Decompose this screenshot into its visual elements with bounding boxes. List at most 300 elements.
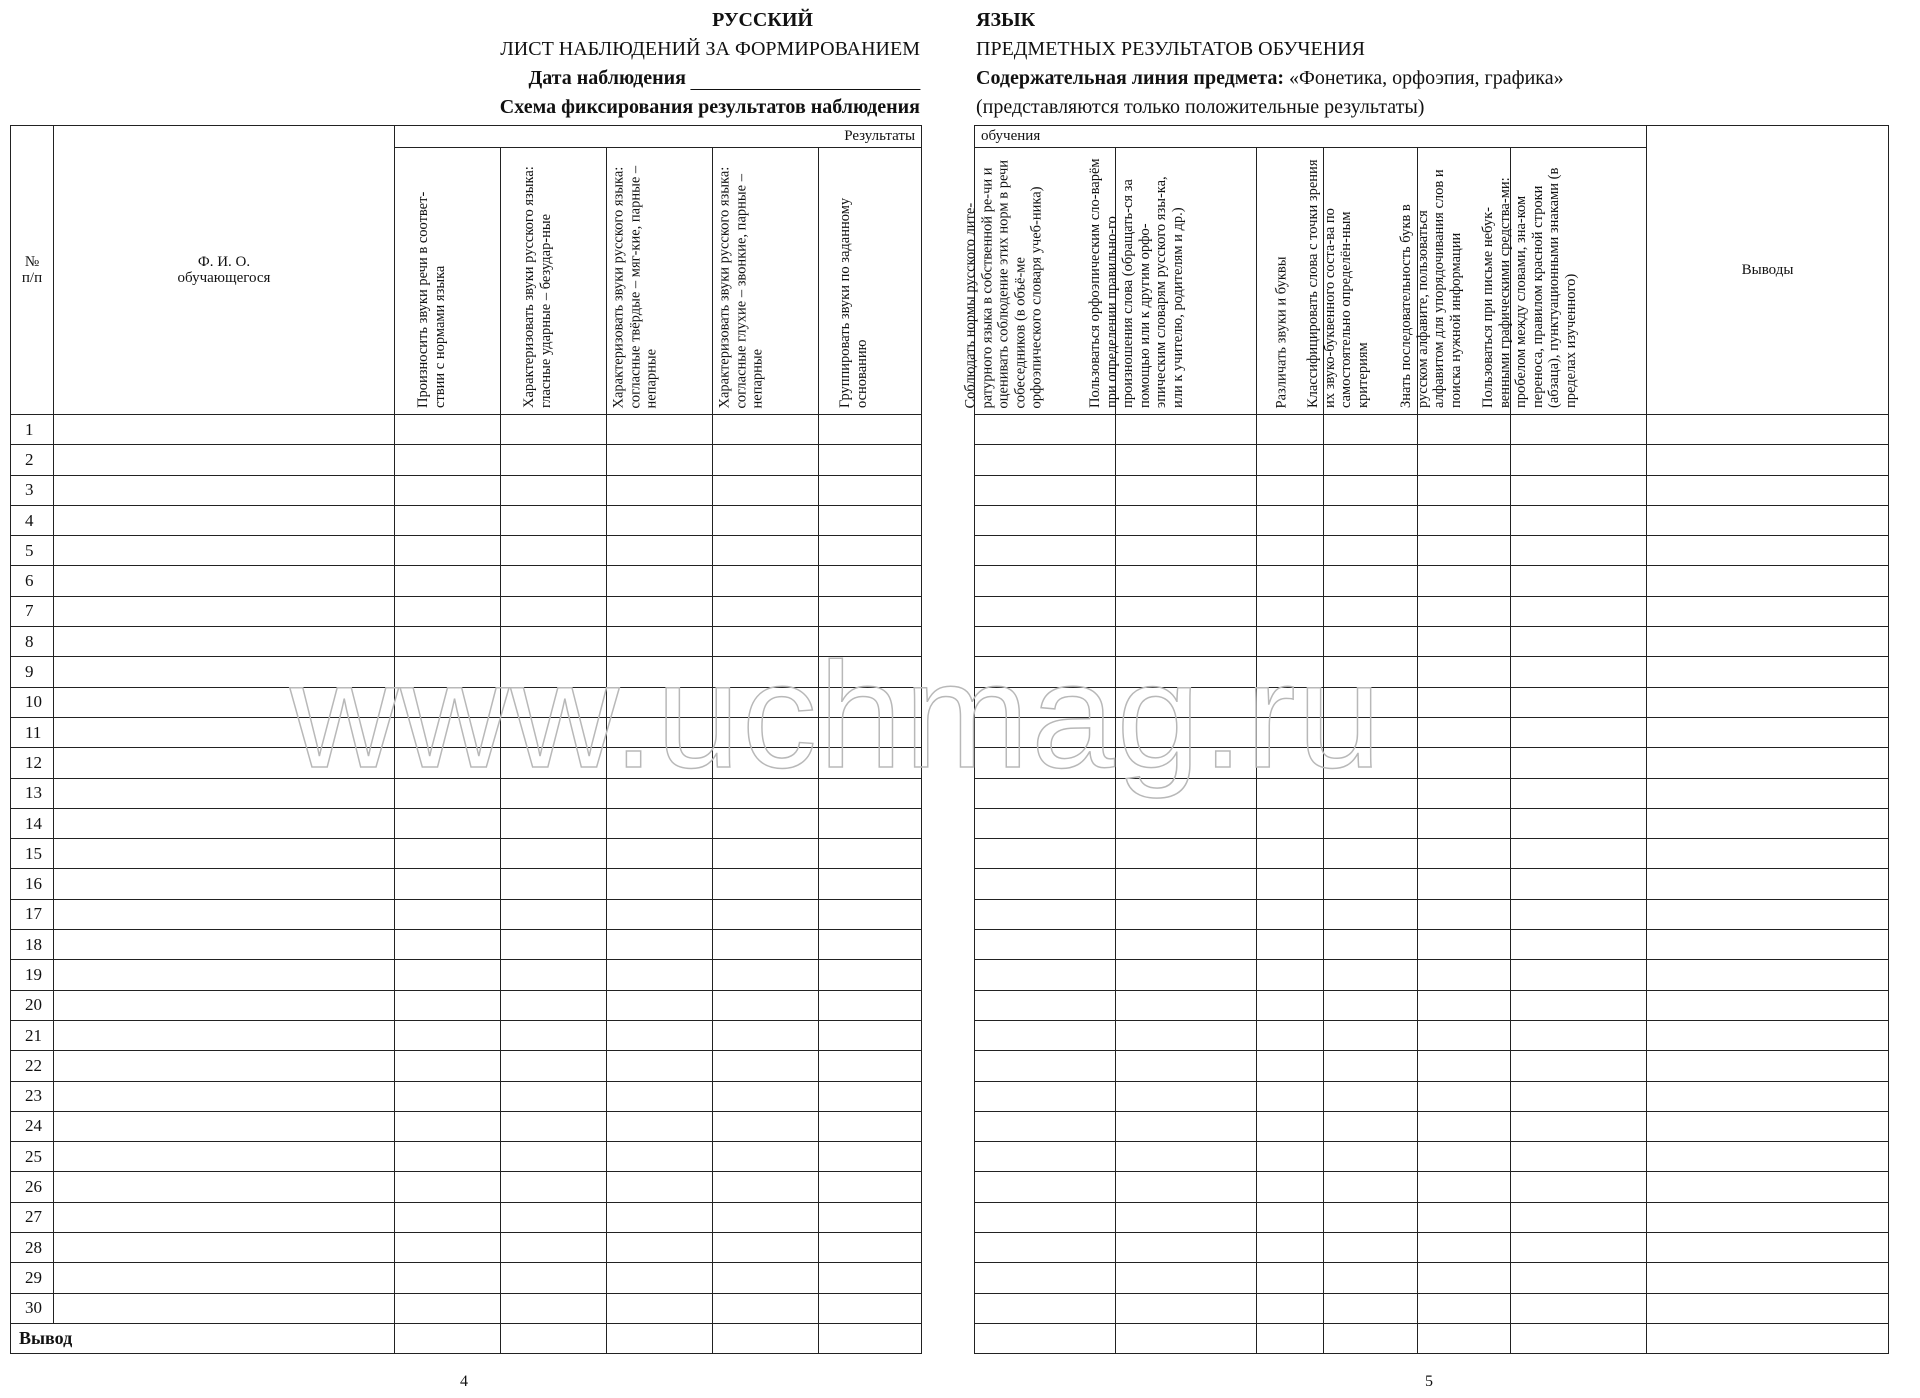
result-cell[interactable] [1324, 748, 1418, 778]
result-cell[interactable] [975, 899, 1116, 929]
student-name-cell[interactable] [54, 899, 395, 929]
result-cell[interactable] [975, 869, 1116, 899]
result-cell[interactable] [1324, 1081, 1418, 1111]
result-cell[interactable] [1511, 505, 1647, 535]
result-cell[interactable] [713, 566, 819, 596]
result-cell[interactable] [1116, 415, 1257, 445]
result-cell[interactable] [607, 990, 713, 1020]
result-cell[interactable] [1257, 1293, 1324, 1323]
result-cell[interactable] [713, 717, 819, 747]
result-cell[interactable] [975, 990, 1116, 1020]
result-cell[interactable] [1116, 1020, 1257, 1050]
result-cell[interactable] [607, 536, 713, 566]
result-cell[interactable] [975, 415, 1116, 445]
result-cell[interactable] [1257, 627, 1324, 657]
result-cell[interactable] [607, 1111, 713, 1141]
result-cell[interactable] [1324, 566, 1418, 596]
result-cell[interactable] [713, 1293, 819, 1323]
result-cell[interactable] [501, 657, 607, 687]
result-cell[interactable] [395, 930, 501, 960]
result-cell[interactable] [713, 748, 819, 778]
result-cell[interactable] [1511, 990, 1647, 1020]
result-cell[interactable] [1324, 808, 1418, 838]
result-cell[interactable] [819, 1142, 922, 1172]
result-cell[interactable] [1116, 627, 1257, 657]
result-cell[interactable] [1116, 596, 1257, 626]
result-cell[interactable] [1257, 415, 1324, 445]
result-cell[interactable] [819, 475, 922, 505]
conclusion-cell[interactable] [1647, 778, 1889, 808]
result-cell[interactable] [501, 899, 607, 929]
result-cell[interactable] [607, 657, 713, 687]
conclusion-cell[interactable] [1647, 1202, 1889, 1232]
result-cell[interactable] [713, 960, 819, 990]
student-name-cell[interactable] [54, 415, 395, 445]
result-cell[interactable] [1418, 1081, 1511, 1111]
conclusion-cell[interactable] [1647, 899, 1889, 929]
result-cell[interactable] [1511, 415, 1647, 445]
result-cell[interactable] [1511, 899, 1647, 929]
result-cell[interactable] [1257, 566, 1324, 596]
result-cell[interactable] [1324, 415, 1418, 445]
conclusion-cell[interactable] [1647, 717, 1889, 747]
result-cell[interactable] [713, 1263, 819, 1293]
footer-cell[interactable] [1257, 1323, 1324, 1353]
result-cell[interactable] [1324, 1111, 1418, 1141]
result-cell[interactable] [1511, 748, 1647, 778]
result-cell[interactable] [819, 1020, 922, 1050]
result-cell[interactable] [501, 748, 607, 778]
result-cell[interactable] [819, 839, 922, 869]
result-cell[interactable] [501, 627, 607, 657]
result-cell[interactable] [713, 1081, 819, 1111]
result-cell[interactable] [1511, 657, 1647, 687]
result-cell[interactable] [975, 1142, 1116, 1172]
student-name-cell[interactable] [54, 687, 395, 717]
result-cell[interactable] [395, 1263, 501, 1293]
conclusion-cell[interactable] [1647, 1233, 1889, 1263]
result-cell[interactable] [1511, 808, 1647, 838]
result-cell[interactable] [395, 1172, 501, 1202]
result-cell[interactable] [1257, 1142, 1324, 1172]
result-cell[interactable] [975, 930, 1116, 960]
result-cell[interactable] [501, 930, 607, 960]
result-cell[interactable] [1324, 1051, 1418, 1081]
result-cell[interactable] [607, 869, 713, 899]
result-cell[interactable] [607, 596, 713, 626]
result-cell[interactable] [713, 1142, 819, 1172]
result-cell[interactable] [1418, 536, 1511, 566]
result-cell[interactable] [1116, 1142, 1257, 1172]
student-name-cell[interactable] [54, 1051, 395, 1081]
result-cell[interactable] [1257, 1111, 1324, 1141]
result-cell[interactable] [1116, 1202, 1257, 1232]
result-cell[interactable] [713, 475, 819, 505]
result-cell[interactable] [395, 839, 501, 869]
result-cell[interactable] [819, 657, 922, 687]
student-name-cell[interactable] [54, 990, 395, 1020]
result-cell[interactable] [1257, 899, 1324, 929]
result-cell[interactable] [975, 1172, 1116, 1202]
result-cell[interactable] [1324, 899, 1418, 929]
result-cell[interactable] [1324, 990, 1418, 1020]
result-cell[interactable] [1116, 717, 1257, 747]
result-cell[interactable] [1418, 596, 1511, 626]
result-cell[interactable] [607, 839, 713, 869]
result-cell[interactable] [607, 1172, 713, 1202]
student-name-cell[interactable] [54, 869, 395, 899]
result-cell[interactable] [1257, 536, 1324, 566]
result-cell[interactable] [1418, 808, 1511, 838]
result-cell[interactable] [1511, 627, 1647, 657]
result-cell[interactable] [501, 536, 607, 566]
result-cell[interactable] [1116, 1293, 1257, 1323]
result-cell[interactable] [1116, 990, 1257, 1020]
result-cell[interactable] [819, 717, 922, 747]
result-cell[interactable] [607, 1202, 713, 1232]
result-cell[interactable] [1511, 445, 1647, 475]
student-name-cell[interactable] [54, 1081, 395, 1111]
result-cell[interactable] [1511, 1172, 1647, 1202]
result-cell[interactable] [975, 960, 1116, 990]
result-cell[interactable] [1418, 566, 1511, 596]
result-cell[interactable] [1324, 536, 1418, 566]
result-cell[interactable] [607, 627, 713, 657]
result-cell[interactable] [1116, 869, 1257, 899]
result-cell[interactable] [1324, 778, 1418, 808]
conclusion-cell[interactable] [1647, 505, 1889, 535]
footer-cell[interactable] [501, 1323, 607, 1353]
result-cell[interactable] [395, 596, 501, 626]
result-cell[interactable] [395, 687, 501, 717]
result-cell[interactable] [975, 1202, 1116, 1232]
conclusion-cell[interactable] [1647, 1081, 1889, 1111]
result-cell[interactable] [501, 1233, 607, 1263]
result-cell[interactable] [1511, 839, 1647, 869]
result-cell[interactable] [607, 1051, 713, 1081]
student-name-cell[interactable] [54, 930, 395, 960]
student-name-cell[interactable] [54, 1020, 395, 1050]
result-cell[interactable] [1511, 475, 1647, 505]
footer-cell[interactable] [713, 1323, 819, 1353]
student-name-cell[interactable] [54, 1202, 395, 1232]
result-cell[interactable] [819, 1081, 922, 1111]
result-cell[interactable] [975, 839, 1116, 869]
result-cell[interactable] [395, 475, 501, 505]
result-cell[interactable] [1418, 990, 1511, 1020]
result-cell[interactable] [395, 445, 501, 475]
conclusion-cell[interactable] [1647, 869, 1889, 899]
result-cell[interactable] [501, 1293, 607, 1323]
result-cell[interactable] [501, 566, 607, 596]
result-cell[interactable] [1418, 899, 1511, 929]
result-cell[interactable] [975, 475, 1116, 505]
result-cell[interactable] [1418, 1172, 1511, 1202]
result-cell[interactable] [607, 899, 713, 929]
result-cell[interactable] [819, 566, 922, 596]
result-cell[interactable] [1418, 415, 1511, 445]
footer-cell[interactable] [1647, 1323, 1889, 1353]
result-cell[interactable] [395, 1081, 501, 1111]
result-cell[interactable] [501, 778, 607, 808]
result-cell[interactable] [1324, 717, 1418, 747]
conclusion-cell[interactable] [1647, 657, 1889, 687]
result-cell[interactable] [1418, 839, 1511, 869]
result-cell[interactable] [819, 808, 922, 838]
result-cell[interactable] [1418, 445, 1511, 475]
result-cell[interactable] [607, 505, 713, 535]
result-cell[interactable] [1257, 475, 1324, 505]
result-cell[interactable] [607, 687, 713, 717]
result-cell[interactable] [819, 748, 922, 778]
student-name-cell[interactable] [54, 475, 395, 505]
result-cell[interactable] [395, 627, 501, 657]
result-cell[interactable] [395, 1051, 501, 1081]
result-cell[interactable] [819, 990, 922, 1020]
result-cell[interactable] [1257, 445, 1324, 475]
result-cell[interactable] [819, 415, 922, 445]
conclusion-cell[interactable] [1647, 930, 1889, 960]
result-cell[interactable] [395, 1142, 501, 1172]
footer-cell[interactable] [1418, 1323, 1511, 1353]
result-cell[interactable] [713, 778, 819, 808]
result-cell[interactable] [975, 717, 1116, 747]
result-cell[interactable] [395, 505, 501, 535]
result-cell[interactable] [1116, 748, 1257, 778]
result-cell[interactable] [1324, 475, 1418, 505]
result-cell[interactable] [819, 687, 922, 717]
result-cell[interactable] [1116, 1263, 1257, 1293]
result-cell[interactable] [1257, 1172, 1324, 1202]
student-name-cell[interactable] [54, 748, 395, 778]
result-cell[interactable] [1511, 717, 1647, 747]
result-cell[interactable] [1324, 869, 1418, 899]
result-cell[interactable] [1511, 1263, 1647, 1293]
result-cell[interactable] [1116, 960, 1257, 990]
result-cell[interactable] [501, 1142, 607, 1172]
result-cell[interactable] [1511, 778, 1647, 808]
result-cell[interactable] [501, 1081, 607, 1111]
result-cell[interactable] [607, 475, 713, 505]
result-cell[interactable] [1418, 475, 1511, 505]
result-cell[interactable] [1511, 1020, 1647, 1050]
result-cell[interactable] [607, 415, 713, 445]
result-cell[interactable] [607, 1142, 713, 1172]
result-cell[interactable] [1418, 687, 1511, 717]
student-name-cell[interactable] [54, 657, 395, 687]
result-cell[interactable] [1418, 505, 1511, 535]
result-cell[interactable] [395, 748, 501, 778]
result-cell[interactable] [395, 1233, 501, 1263]
result-cell[interactable] [819, 1233, 922, 1263]
result-cell[interactable] [1116, 930, 1257, 960]
result-cell[interactable] [975, 1111, 1116, 1141]
result-cell[interactable] [1116, 1111, 1257, 1141]
conclusion-cell[interactable] [1647, 627, 1889, 657]
result-cell[interactable] [1324, 445, 1418, 475]
result-cell[interactable] [1116, 536, 1257, 566]
student-name-cell[interactable] [54, 566, 395, 596]
result-cell[interactable] [1116, 475, 1257, 505]
result-cell[interactable] [607, 808, 713, 838]
result-cell[interactable] [1257, 960, 1324, 990]
student-name-cell[interactable] [54, 960, 395, 990]
student-name-cell[interactable] [54, 808, 395, 838]
conclusion-cell[interactable] [1647, 596, 1889, 626]
footer-cell[interactable] [395, 1323, 501, 1353]
result-cell[interactable] [501, 415, 607, 445]
result-cell[interactable] [975, 596, 1116, 626]
result-cell[interactable] [1324, 657, 1418, 687]
result-cell[interactable] [1324, 1020, 1418, 1050]
result-cell[interactable] [713, 687, 819, 717]
result-cell[interactable] [975, 566, 1116, 596]
result-cell[interactable] [1511, 930, 1647, 960]
result-cell[interactable] [713, 1202, 819, 1232]
student-name-cell[interactable] [54, 1172, 395, 1202]
result-cell[interactable] [395, 1202, 501, 1232]
result-cell[interactable] [1418, 930, 1511, 960]
result-cell[interactable] [975, 627, 1116, 657]
result-cell[interactable] [975, 808, 1116, 838]
result-cell[interactable] [1511, 1111, 1647, 1141]
footer-cell[interactable] [1116, 1323, 1257, 1353]
result-cell[interactable] [713, 1172, 819, 1202]
result-cell[interactable] [713, 536, 819, 566]
student-name-cell[interactable] [54, 1233, 395, 1263]
conclusion-cell[interactable] [1647, 1051, 1889, 1081]
result-cell[interactable] [1418, 1142, 1511, 1172]
result-cell[interactable] [1324, 687, 1418, 717]
result-cell[interactable] [819, 596, 922, 626]
result-cell[interactable] [713, 657, 819, 687]
result-cell[interactable] [607, 1263, 713, 1293]
result-cell[interactable] [975, 1051, 1116, 1081]
result-cell[interactable] [975, 687, 1116, 717]
conclusion-cell[interactable] [1647, 1263, 1889, 1293]
result-cell[interactable] [975, 1293, 1116, 1323]
result-cell[interactable] [1116, 566, 1257, 596]
result-cell[interactable] [1257, 1233, 1324, 1263]
result-cell[interactable] [395, 536, 501, 566]
result-cell[interactable] [713, 596, 819, 626]
result-cell[interactable] [501, 1020, 607, 1050]
conclusion-cell[interactable] [1647, 990, 1889, 1020]
result-cell[interactable] [1418, 748, 1511, 778]
conclusion-cell[interactable] [1647, 748, 1889, 778]
result-cell[interactable] [607, 930, 713, 960]
result-cell[interactable] [1511, 1293, 1647, 1323]
result-cell[interactable] [1116, 1233, 1257, 1263]
result-cell[interactable] [975, 445, 1116, 475]
result-cell[interactable] [395, 566, 501, 596]
result-cell[interactable] [1324, 596, 1418, 626]
result-cell[interactable] [1257, 1263, 1324, 1293]
footer-cell[interactable] [607, 1323, 713, 1353]
result-cell[interactable] [1116, 839, 1257, 869]
result-cell[interactable] [501, 808, 607, 838]
result-cell[interactable] [1324, 1233, 1418, 1263]
conclusion-cell[interactable] [1647, 1293, 1889, 1323]
result-cell[interactable] [501, 445, 607, 475]
result-cell[interactable] [1511, 960, 1647, 990]
result-cell[interactable] [1257, 1051, 1324, 1081]
result-cell[interactable] [501, 596, 607, 626]
result-cell[interactable] [1511, 536, 1647, 566]
student-name-cell[interactable] [54, 1142, 395, 1172]
result-cell[interactable] [607, 566, 713, 596]
result-cell[interactable] [1418, 717, 1511, 747]
result-cell[interactable] [819, 1202, 922, 1232]
student-name-cell[interactable] [54, 505, 395, 535]
result-cell[interactable] [395, 1111, 501, 1141]
result-cell[interactable] [1116, 445, 1257, 475]
result-cell[interactable] [1257, 1202, 1324, 1232]
result-cell[interactable] [1418, 778, 1511, 808]
result-cell[interactable] [975, 1263, 1116, 1293]
result-cell[interactable] [607, 960, 713, 990]
result-cell[interactable] [1257, 869, 1324, 899]
result-cell[interactable] [1324, 1293, 1418, 1323]
result-cell[interactable] [501, 869, 607, 899]
footer-cell[interactable] [975, 1323, 1116, 1353]
conclusion-cell[interactable] [1647, 1172, 1889, 1202]
result-cell[interactable] [1257, 596, 1324, 626]
result-cell[interactable] [1418, 960, 1511, 990]
result-cell[interactable] [1324, 505, 1418, 535]
conclusion-cell[interactable] [1647, 566, 1889, 596]
result-cell[interactable] [395, 657, 501, 687]
result-cell[interactable] [1257, 748, 1324, 778]
result-cell[interactable] [1324, 1142, 1418, 1172]
result-cell[interactable] [1511, 1051, 1647, 1081]
result-cell[interactable] [501, 717, 607, 747]
result-cell[interactable] [1257, 505, 1324, 535]
result-cell[interactable] [607, 1020, 713, 1050]
result-cell[interactable] [1116, 1172, 1257, 1202]
result-cell[interactable] [819, 627, 922, 657]
result-cell[interactable] [975, 1233, 1116, 1263]
result-cell[interactable] [1324, 1172, 1418, 1202]
result-cell[interactable] [975, 778, 1116, 808]
result-cell[interactable] [395, 869, 501, 899]
result-cell[interactable] [1324, 627, 1418, 657]
student-name-cell[interactable] [54, 536, 395, 566]
result-cell[interactable] [713, 1020, 819, 1050]
conclusion-cell[interactable] [1647, 415, 1889, 445]
result-cell[interactable] [713, 505, 819, 535]
result-cell[interactable] [1324, 839, 1418, 869]
result-cell[interactable] [501, 990, 607, 1020]
student-name-cell[interactable] [54, 1263, 395, 1293]
result-cell[interactable] [1116, 1051, 1257, 1081]
result-cell[interactable] [1257, 657, 1324, 687]
result-cell[interactable] [1257, 717, 1324, 747]
result-cell[interactable] [1511, 1081, 1647, 1111]
student-name-cell[interactable] [54, 445, 395, 475]
result-cell[interactable] [713, 415, 819, 445]
result-cell[interactable] [713, 627, 819, 657]
result-cell[interactable] [819, 778, 922, 808]
result-cell[interactable] [819, 1172, 922, 1202]
result-cell[interactable] [395, 808, 501, 838]
conclusion-cell[interactable] [1647, 1020, 1889, 1050]
result-cell[interactable] [713, 1233, 819, 1263]
result-cell[interactable] [1511, 687, 1647, 717]
result-cell[interactable] [1116, 687, 1257, 717]
result-cell[interactable] [607, 445, 713, 475]
result-cell[interactable] [1418, 1202, 1511, 1232]
